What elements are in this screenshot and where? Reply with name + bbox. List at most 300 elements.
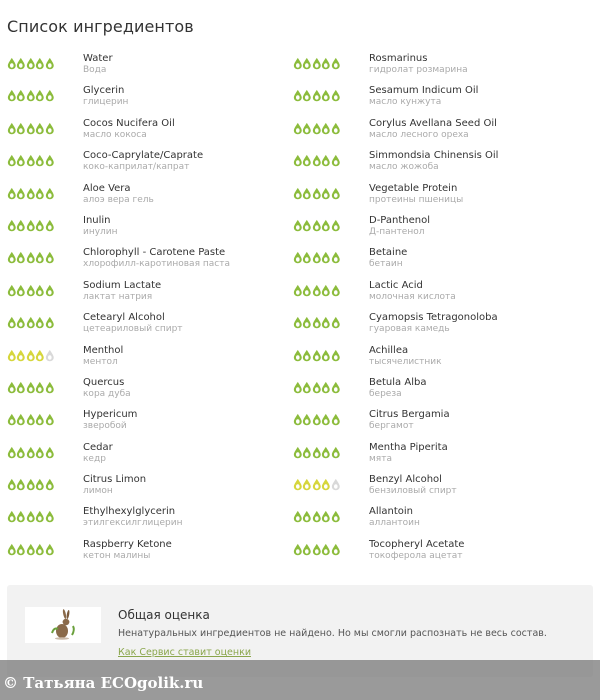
- rating-drops: [293, 57, 369, 70]
- drop-filled-icon: [45, 413, 55, 426]
- drop-filled-icon: [321, 187, 331, 200]
- rating-drops: [293, 349, 369, 362]
- drop-filled-icon: [321, 543, 331, 556]
- drop-filled-icon: [7, 316, 17, 329]
- ingredient-row: [293, 343, 600, 375]
- ingredient-row: [0, 213, 293, 245]
- ingredient-row: [293, 51, 600, 83]
- ingredient-name: Cocos Nucifera Oil: [83, 117, 175, 129]
- drop-filled-icon: [7, 187, 17, 200]
- ingredient-names: [83, 51, 113, 76]
- ingredient-name: Allantoin: [369, 506, 414, 518]
- drop-filled-icon: [26, 122, 36, 135]
- drop-filled-icon: [293, 446, 303, 459]
- drop-filled-icon: [312, 284, 322, 297]
- ingredient-translation: зверобой: [83, 421, 127, 432]
- rating-drops: [293, 154, 369, 167]
- ingredient-translation: лактат натрия: [83, 291, 153, 302]
- ingredient-row: [293, 83, 600, 115]
- ingredient-translation: мята: [369, 453, 392, 464]
- page-title: Список ингредиентов: [7, 17, 194, 36]
- ingredient-row: [0, 440, 293, 472]
- drop-filled-icon: [331, 381, 341, 394]
- ingredient-row: [293, 213, 600, 245]
- ingredient-translation: лимон: [83, 486, 113, 497]
- drop-filled-icon: [302, 251, 312, 264]
- ingredient-row: [293, 181, 600, 213]
- ingredient-names: [369, 343, 442, 368]
- ingredient-translation: бензиловый спирт: [369, 486, 457, 497]
- drop-filled-icon: [302, 316, 312, 329]
- ingredient-row: [0, 245, 293, 277]
- drop-filled-icon: [312, 316, 322, 329]
- rating-drops: [293, 446, 369, 459]
- drop-filled-icon: [35, 349, 45, 362]
- drop-filled-icon: [45, 316, 55, 329]
- rating-drops: [293, 478, 369, 491]
- drop-filled-icon: [312, 349, 322, 362]
- ingredient-row: [0, 310, 293, 342]
- drop-filled-icon: [7, 478, 17, 491]
- ingredient-name: Vegetable Protein: [369, 182, 458, 194]
- rating-drops: [293, 284, 369, 297]
- drop-filled-icon: [26, 543, 36, 556]
- ingredient-translation: кора дуба: [83, 388, 131, 399]
- drop-filled-icon: [321, 510, 331, 523]
- drop-filled-icon: [26, 251, 36, 264]
- ingredient-row: [293, 310, 600, 342]
- ingredient-name: Chlorophyll - Carotene Paste: [83, 247, 226, 259]
- rating-drops: [7, 57, 83, 70]
- ingredient-name: Citrus Limon: [83, 474, 147, 486]
- drop-filled-icon: [35, 316, 45, 329]
- drop-filled-icon: [302, 154, 312, 167]
- drop-filled-icon: [331, 284, 341, 297]
- drop-filled-icon: [45, 154, 55, 167]
- drop-filled-icon: [293, 154, 303, 167]
- ingredient-row: [0, 181, 293, 213]
- ingredient-names: [369, 537, 464, 562]
- drop-filled-icon: [321, 219, 331, 232]
- drop-filled-icon: [302, 284, 312, 297]
- rating-drops: [7, 413, 83, 426]
- drop-filled-icon: [331, 187, 341, 200]
- drop-filled-icon: [26, 478, 36, 491]
- ingredient-row: [293, 245, 600, 277]
- drop-filled-icon: [302, 122, 312, 135]
- drop-filled-icon: [293, 349, 303, 362]
- ingredient-row: [0, 375, 293, 407]
- rating-drops: [7, 154, 83, 167]
- drop-filled-icon: [321, 413, 331, 426]
- ingredient-name: Sesamum Indicum Oil: [369, 85, 479, 97]
- drop-filled-icon: [293, 57, 303, 70]
- ingredient-names: [83, 440, 113, 465]
- ingredient-row: [0, 148, 293, 180]
- drop-filled-icon: [302, 349, 312, 362]
- ingredients-grid: [0, 51, 600, 569]
- drop-filled-icon: [45, 251, 55, 264]
- drop-filled-icon: [35, 381, 45, 394]
- ingredient-translation: кедр: [83, 453, 106, 464]
- ingredient-translation: молочная кислота: [369, 291, 456, 302]
- drop-filled-icon: [293, 219, 303, 232]
- ingredient-name: Achillea: [369, 344, 409, 356]
- drop-filled-icon: [302, 89, 312, 102]
- drop-filled-icon: [7, 154, 17, 167]
- drop-filled-icon: [35, 478, 45, 491]
- rating-drops: [293, 381, 369, 394]
- ingredient-translation: кетон малины: [83, 550, 151, 561]
- rating-drops: [7, 284, 83, 297]
- drop-filled-icon: [16, 89, 26, 102]
- ingredient-name: Simmondsia Chinensis Oil: [369, 150, 499, 162]
- ingredient-row: [293, 278, 600, 310]
- drop-filled-icon: [293, 284, 303, 297]
- rabbit-logo: [25, 607, 101, 643]
- drop-filled-icon: [293, 478, 303, 491]
- drop-filled-icon: [331, 543, 341, 556]
- drop-filled-icon: [16, 478, 26, 491]
- drop-filled-icon: [16, 446, 26, 459]
- drop-filled-icon: [26, 510, 36, 523]
- ingredient-translation: инулин: [83, 226, 118, 237]
- ingredient-translation: коко-каприлат/капрат: [83, 162, 190, 173]
- rating-drops: [7, 446, 83, 459]
- ingredient-row: [293, 537, 600, 569]
- drop-filled-icon: [16, 284, 26, 297]
- ingredient-name: Glycerin: [83, 85, 125, 97]
- drop-filled-icon: [16, 381, 26, 394]
- ingredient-name: Lactic Acid: [369, 279, 423, 291]
- rating-drops: [293, 413, 369, 426]
- drop-filled-icon: [35, 413, 45, 426]
- drop-filled-icon: [35, 89, 45, 102]
- drop-filled-icon: [7, 413, 17, 426]
- drop-filled-icon: [45, 284, 55, 297]
- ingredient-name: Sodium Lactate: [83, 279, 162, 291]
- drop-filled-icon: [45, 219, 55, 232]
- drop-filled-icon: [321, 349, 331, 362]
- ingredient-row: [0, 116, 293, 148]
- ingredient-names: [369, 472, 457, 497]
- ingredient-translation: масло жожоба: [369, 162, 439, 173]
- drop-filled-icon: [16, 510, 26, 523]
- drop-filled-icon: [321, 122, 331, 135]
- ingredient-name: Hypericum: [83, 409, 138, 421]
- drop-filled-icon: [7, 89, 17, 102]
- drop-filled-icon: [16, 349, 26, 362]
- drop-filled-icon: [16, 543, 26, 556]
- ingredient-name: Ethylhexylglycerin: [83, 506, 176, 518]
- ingredient-names: [369, 440, 448, 465]
- ingredient-names: [83, 116, 175, 141]
- drop-filled-icon: [293, 316, 303, 329]
- rating-drops: [7, 510, 83, 523]
- drop-filled-icon: [7, 57, 17, 70]
- ingredient-names: [369, 310, 498, 335]
- ingredient-name: Benzyl Alcohol: [369, 474, 442, 486]
- ingredient-row: [293, 472, 600, 504]
- rating-drops: [293, 251, 369, 264]
- drop-filled-icon: [35, 510, 45, 523]
- drop-filled-icon: [321, 446, 331, 459]
- drop-empty-icon: [331, 478, 341, 491]
- ingredient-row: [0, 83, 293, 115]
- drop-filled-icon: [331, 446, 341, 459]
- ingredient-row: [293, 116, 600, 148]
- ingredient-row: [0, 537, 293, 569]
- drop-filled-icon: [293, 89, 303, 102]
- ingredient-translation: береза: [369, 388, 402, 399]
- ingredient-translation: алоэ вера гель: [83, 194, 154, 205]
- ingredient-row: [293, 407, 600, 439]
- ingredient-names: [83, 472, 146, 497]
- drop-filled-icon: [26, 381, 36, 394]
- drop-filled-icon: [312, 89, 322, 102]
- drop-filled-icon: [331, 219, 341, 232]
- ingredient-name: Tocopheryl Acetate: [369, 538, 465, 550]
- drop-filled-icon: [312, 187, 322, 200]
- drop-filled-icon: [7, 122, 17, 135]
- drop-filled-icon: [312, 381, 322, 394]
- drop-filled-icon: [16, 219, 26, 232]
- drop-filled-icon: [26, 89, 36, 102]
- drop-filled-icon: [302, 510, 312, 523]
- ingredient-translation: масло кунжута: [369, 97, 442, 108]
- drop-filled-icon: [16, 251, 26, 264]
- ingredient-name: Aloe Vera: [83, 182, 131, 194]
- drop-filled-icon: [45, 381, 55, 394]
- ingredients-column-left: [0, 51, 293, 569]
- rating-drops: [293, 187, 369, 200]
- summary-title: Общая оценка: [118, 608, 210, 622]
- drop-filled-icon: [302, 187, 312, 200]
- ingredient-names: [369, 181, 463, 206]
- drop-filled-icon: [302, 219, 312, 232]
- drop-filled-icon: [16, 122, 26, 135]
- ingredient-translation: гидролат розмарина: [369, 65, 468, 75]
- ingredient-names: [83, 181, 154, 206]
- drop-filled-icon: [331, 154, 341, 167]
- ingredient-name: Menthol: [83, 344, 124, 356]
- rating-drops: [7, 543, 83, 556]
- ingredient-name: Inulin: [83, 214, 111, 226]
- drop-filled-icon: [331, 316, 341, 329]
- drop-filled-icon: [35, 154, 45, 167]
- drop-filled-icon: [7, 349, 17, 362]
- ingredient-names: [369, 245, 407, 270]
- drop-filled-icon: [26, 446, 36, 459]
- drop-filled-icon: [331, 413, 341, 426]
- ingredient-translation: хлорофилл-каротиновая паста: [83, 259, 230, 270]
- drop-filled-icon: [331, 122, 341, 135]
- ingredient-row: [293, 504, 600, 536]
- ingredient-names: [83, 278, 161, 303]
- rating-drops: [293, 543, 369, 556]
- drop-filled-icon: [302, 381, 312, 394]
- drop-filled-icon: [293, 543, 303, 556]
- drop-filled-icon: [45, 122, 55, 135]
- drop-filled-icon: [26, 219, 36, 232]
- drop-filled-icon: [26, 154, 36, 167]
- drop-filled-icon: [293, 187, 303, 200]
- rating-drops: [7, 122, 83, 135]
- ingredient-name: Water: [83, 53, 113, 64]
- drop-filled-icon: [312, 478, 322, 491]
- ingredient-row: [293, 375, 600, 407]
- drop-filled-icon: [45, 89, 55, 102]
- ingredient-name: Rosmarinus: [369, 53, 428, 64]
- ingredient-name: Coco-Caprylate/Caprate: [83, 150, 204, 162]
- drop-filled-icon: [312, 122, 322, 135]
- ingredient-translation: глицерин: [83, 97, 129, 108]
- drop-filled-icon: [312, 510, 322, 523]
- ingredient-names: [369, 116, 497, 141]
- ingredient-translation: ментол: [83, 356, 118, 367]
- drop-filled-icon: [16, 57, 26, 70]
- rating-drops: [7, 381, 83, 394]
- ingredient-names: [83, 343, 123, 368]
- drop-filled-icon: [7, 446, 17, 459]
- drop-filled-icon: [321, 284, 331, 297]
- drop-filled-icon: [7, 219, 17, 232]
- drop-filled-icon: [293, 122, 303, 135]
- drop-filled-icon: [321, 251, 331, 264]
- ingredient-row: [0, 472, 293, 504]
- ingredient-name: Quercus: [83, 376, 125, 388]
- drop-filled-icon: [331, 251, 341, 264]
- drop-filled-icon: [312, 251, 322, 264]
- drop-filled-icon: [16, 154, 26, 167]
- drop-filled-icon: [302, 413, 312, 426]
- drop-filled-icon: [45, 478, 55, 491]
- drop-filled-icon: [26, 413, 36, 426]
- rating-drops: [7, 251, 83, 264]
- rating-drops: [7, 219, 83, 232]
- drop-filled-icon: [312, 219, 322, 232]
- drop-filled-icon: [35, 284, 45, 297]
- drop-filled-icon: [45, 543, 55, 556]
- ingredient-names: [83, 310, 183, 335]
- drop-filled-icon: [331, 57, 341, 70]
- drop-filled-icon: [302, 478, 312, 491]
- rating-drops: [293, 510, 369, 523]
- drop-filled-icon: [26, 187, 36, 200]
- rating-method-link[interactable]: Как Сервис ставит оценки: [118, 647, 251, 658]
- drop-filled-icon: [321, 89, 331, 102]
- drop-filled-icon: [35, 122, 45, 135]
- drop-filled-icon: [331, 89, 341, 102]
- ingredient-names: [369, 504, 420, 529]
- drop-filled-icon: [26, 316, 36, 329]
- ingredient-name: Raspberry Ketone: [83, 538, 172, 550]
- drop-filled-icon: [293, 413, 303, 426]
- ingredient-names: [83, 83, 128, 108]
- drop-filled-icon: [293, 510, 303, 523]
- ingredient-names: [83, 375, 131, 400]
- drop-filled-icon: [331, 510, 341, 523]
- drop-filled-icon: [321, 478, 331, 491]
- drop-filled-icon: [35, 187, 45, 200]
- drop-filled-icon: [312, 413, 322, 426]
- drop-filled-icon: [45, 446, 55, 459]
- ingredient-translation: этилгексилглицерин: [83, 518, 183, 529]
- ingredient-translation: тысячелистник: [369, 356, 442, 367]
- rating-drops: [293, 89, 369, 102]
- drop-filled-icon: [293, 251, 303, 264]
- drop-filled-icon: [35, 543, 45, 556]
- rating-drops: [293, 219, 369, 232]
- ingredient-row: [0, 407, 293, 439]
- rating-drops: [7, 478, 83, 491]
- drop-filled-icon: [302, 446, 312, 459]
- watermark: © Татьяна ECOgolik.ru: [3, 674, 204, 692]
- drop-filled-icon: [35, 219, 45, 232]
- drop-filled-icon: [7, 251, 17, 264]
- ingredient-name: Corylus Avellana Seed Oil: [369, 117, 497, 129]
- ingredient-row: [0, 51, 293, 83]
- rating-drops: [7, 349, 83, 362]
- ingredient-translation: аллантоин: [369, 518, 420, 529]
- drop-filled-icon: [35, 57, 45, 70]
- ingredient-name: Cyamopsis Tetragonoloba: [369, 312, 498, 324]
- drop-filled-icon: [26, 349, 36, 362]
- ingredient-names: [369, 407, 450, 432]
- rating-drops: [7, 316, 83, 329]
- drop-filled-icon: [321, 154, 331, 167]
- ingredient-names: [83, 504, 182, 529]
- drop-filled-icon: [312, 543, 322, 556]
- ingredient-name: Cetearyl Alcohol: [83, 312, 165, 324]
- ingredient-translation: протеины пшеницы: [369, 194, 464, 205]
- ingredient-translation: Д-пантенол: [369, 226, 425, 237]
- drop-filled-icon: [35, 446, 45, 459]
- drop-filled-icon: [312, 154, 322, 167]
- ingredient-names: [83, 148, 203, 173]
- ingredient-name: Cedar: [83, 441, 113, 453]
- drop-filled-icon: [35, 251, 45, 264]
- ingredient-row: [293, 148, 600, 180]
- ingredient-names: [83, 213, 118, 238]
- ingredient-names: [83, 537, 172, 562]
- ingredient-translation: бетаин: [369, 259, 403, 270]
- drop-filled-icon: [26, 57, 36, 70]
- drop-filled-icon: [312, 57, 322, 70]
- ingredient-names: [369, 278, 456, 303]
- ingredient-names: [369, 51, 468, 76]
- ingredient-names: [369, 83, 478, 108]
- ingredient-translation: Вода: [83, 65, 107, 75]
- ingredient-names: [83, 245, 230, 270]
- ingredient-names: [369, 375, 426, 400]
- drop-filled-icon: [302, 57, 312, 70]
- ingredient-name: D-Panthenol: [369, 214, 431, 226]
- drop-filled-icon: [45, 57, 55, 70]
- drop-filled-icon: [7, 381, 17, 394]
- drop-filled-icon: [302, 543, 312, 556]
- ingredient-row: [0, 278, 293, 310]
- rating-drops: [293, 122, 369, 135]
- drop-filled-icon: [45, 510, 55, 523]
- drop-filled-icon: [7, 510, 17, 523]
- ingredients-column-right: [293, 51, 600, 569]
- ingredient-translation: бергамот: [369, 421, 414, 432]
- ingredient-name: Betula Alba: [369, 376, 427, 388]
- ingredient-names: [369, 148, 498, 173]
- rating-drops: [7, 89, 83, 102]
- rating-drops: [7, 187, 83, 200]
